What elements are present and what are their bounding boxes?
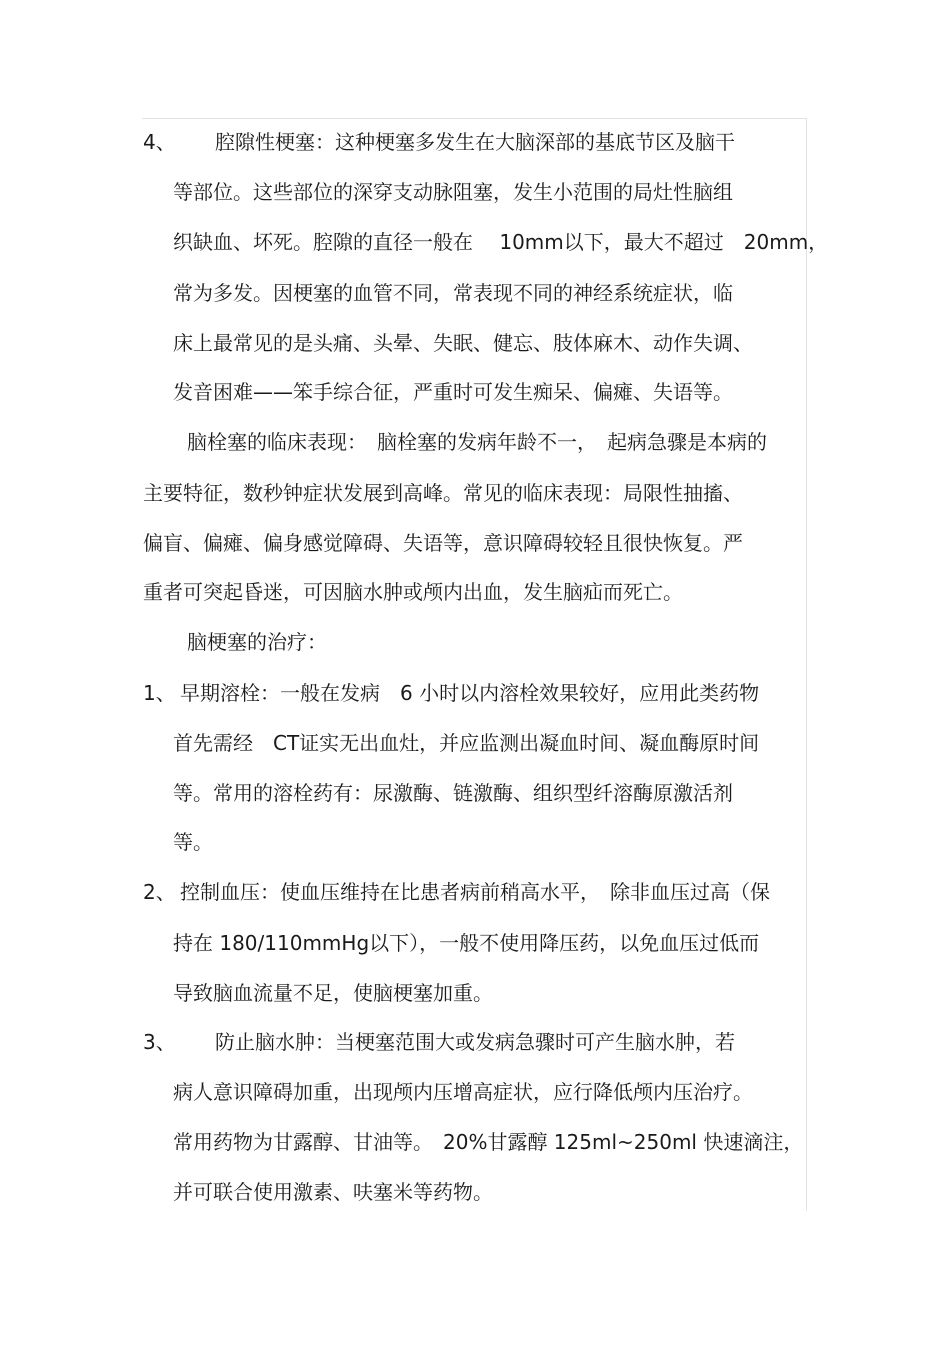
paragraph-line: 脑栓塞的临床表现： 脑栓塞的发病年龄不一， 起病急骤是本病的: [187, 430, 767, 454]
paragraph-line: 等部位。这些部位的深穿支动脉阻塞，发生小范围的局灶性脑组: [173, 180, 733, 204]
paragraph-line: 导致脑血流量不足，使脑梗塞加重。: [173, 981, 493, 1005]
item-number: 1、: [143, 681, 176, 705]
item-number: 3、: [143, 1030, 176, 1054]
paragraph-line: 床上最常见的是头痛、头晕、失眠、健忘、肢体麻木、动作失调、: [173, 331, 753, 355]
paragraph-line: 发音困难——笨手综合征，严重时可发生痴呆、偏瘫、失语等。: [173, 380, 733, 404]
paragraph-line: 并可联合使用激素、呋塞米等药物。: [173, 1180, 493, 1204]
item-number: 4、: [143, 130, 176, 154]
paragraph-line: 早期溶栓：一般在发病 6 小时以内溶栓效果较好，应用此类药物: [180, 681, 760, 705]
paragraph-line: 等。: [173, 830, 213, 854]
paragraph-line: 常为多发。因梗塞的血管不同，常表现不同的神经系统症状，临: [173, 281, 733, 305]
paragraph-line: 主要特征，数秒钟症状发展到高峰。常见的临床表现：局限性抽搐、: [143, 481, 743, 505]
paragraph-line: 防止脑水肿：当梗塞范围大或发病急骤时可产生脑水肿，若: [215, 1030, 735, 1054]
paragraph-line: 等。常用的溶栓药有：尿激酶、链激酶、组织型纤溶酶原激活剂: [173, 781, 733, 805]
section-heading: 脑梗塞的治疗：: [187, 630, 327, 654]
paragraph-line: 病人意识障碍加重，出现颅内压增高症状，应行降低颅内压治疗。: [173, 1080, 753, 1104]
paragraph-line: 持在 180/110mmHg以下），一般不使用降压药，以免血压过低而: [173, 931, 760, 955]
item-number: 2、: [143, 880, 176, 904]
paragraph-line: 首先需经 CT证实无出血灶，并应监测出凝血时间、凝血酶原时间: [173, 731, 760, 755]
paragraph-line: 重者可突起昏迷，可因脑水肿或颅内出血，发生脑疝而死亡。: [143, 580, 683, 604]
paragraph-line: 织缺血、坏死。腔隙的直径一般在 10mm以下，最大不超过 20mm，: [173, 230, 829, 254]
paragraph-line: 偏盲、偏瘫、偏身感觉障碍、失语等，意识障碍较轻且很快恢复。严: [143, 531, 743, 555]
paragraph-line: 常用药物为甘露醇、甘油等。 20%甘露醇 125ml~250ml 快速滴注，: [173, 1130, 804, 1154]
paragraph-line: 腔隙性梗塞：这种梗塞多发生在大脑深部的基底节区及脑干: [215, 130, 735, 154]
paragraph-line: 控制血压：使血压维持在比患者病前稍高水平， 除非血压过高（保: [180, 880, 770, 904]
